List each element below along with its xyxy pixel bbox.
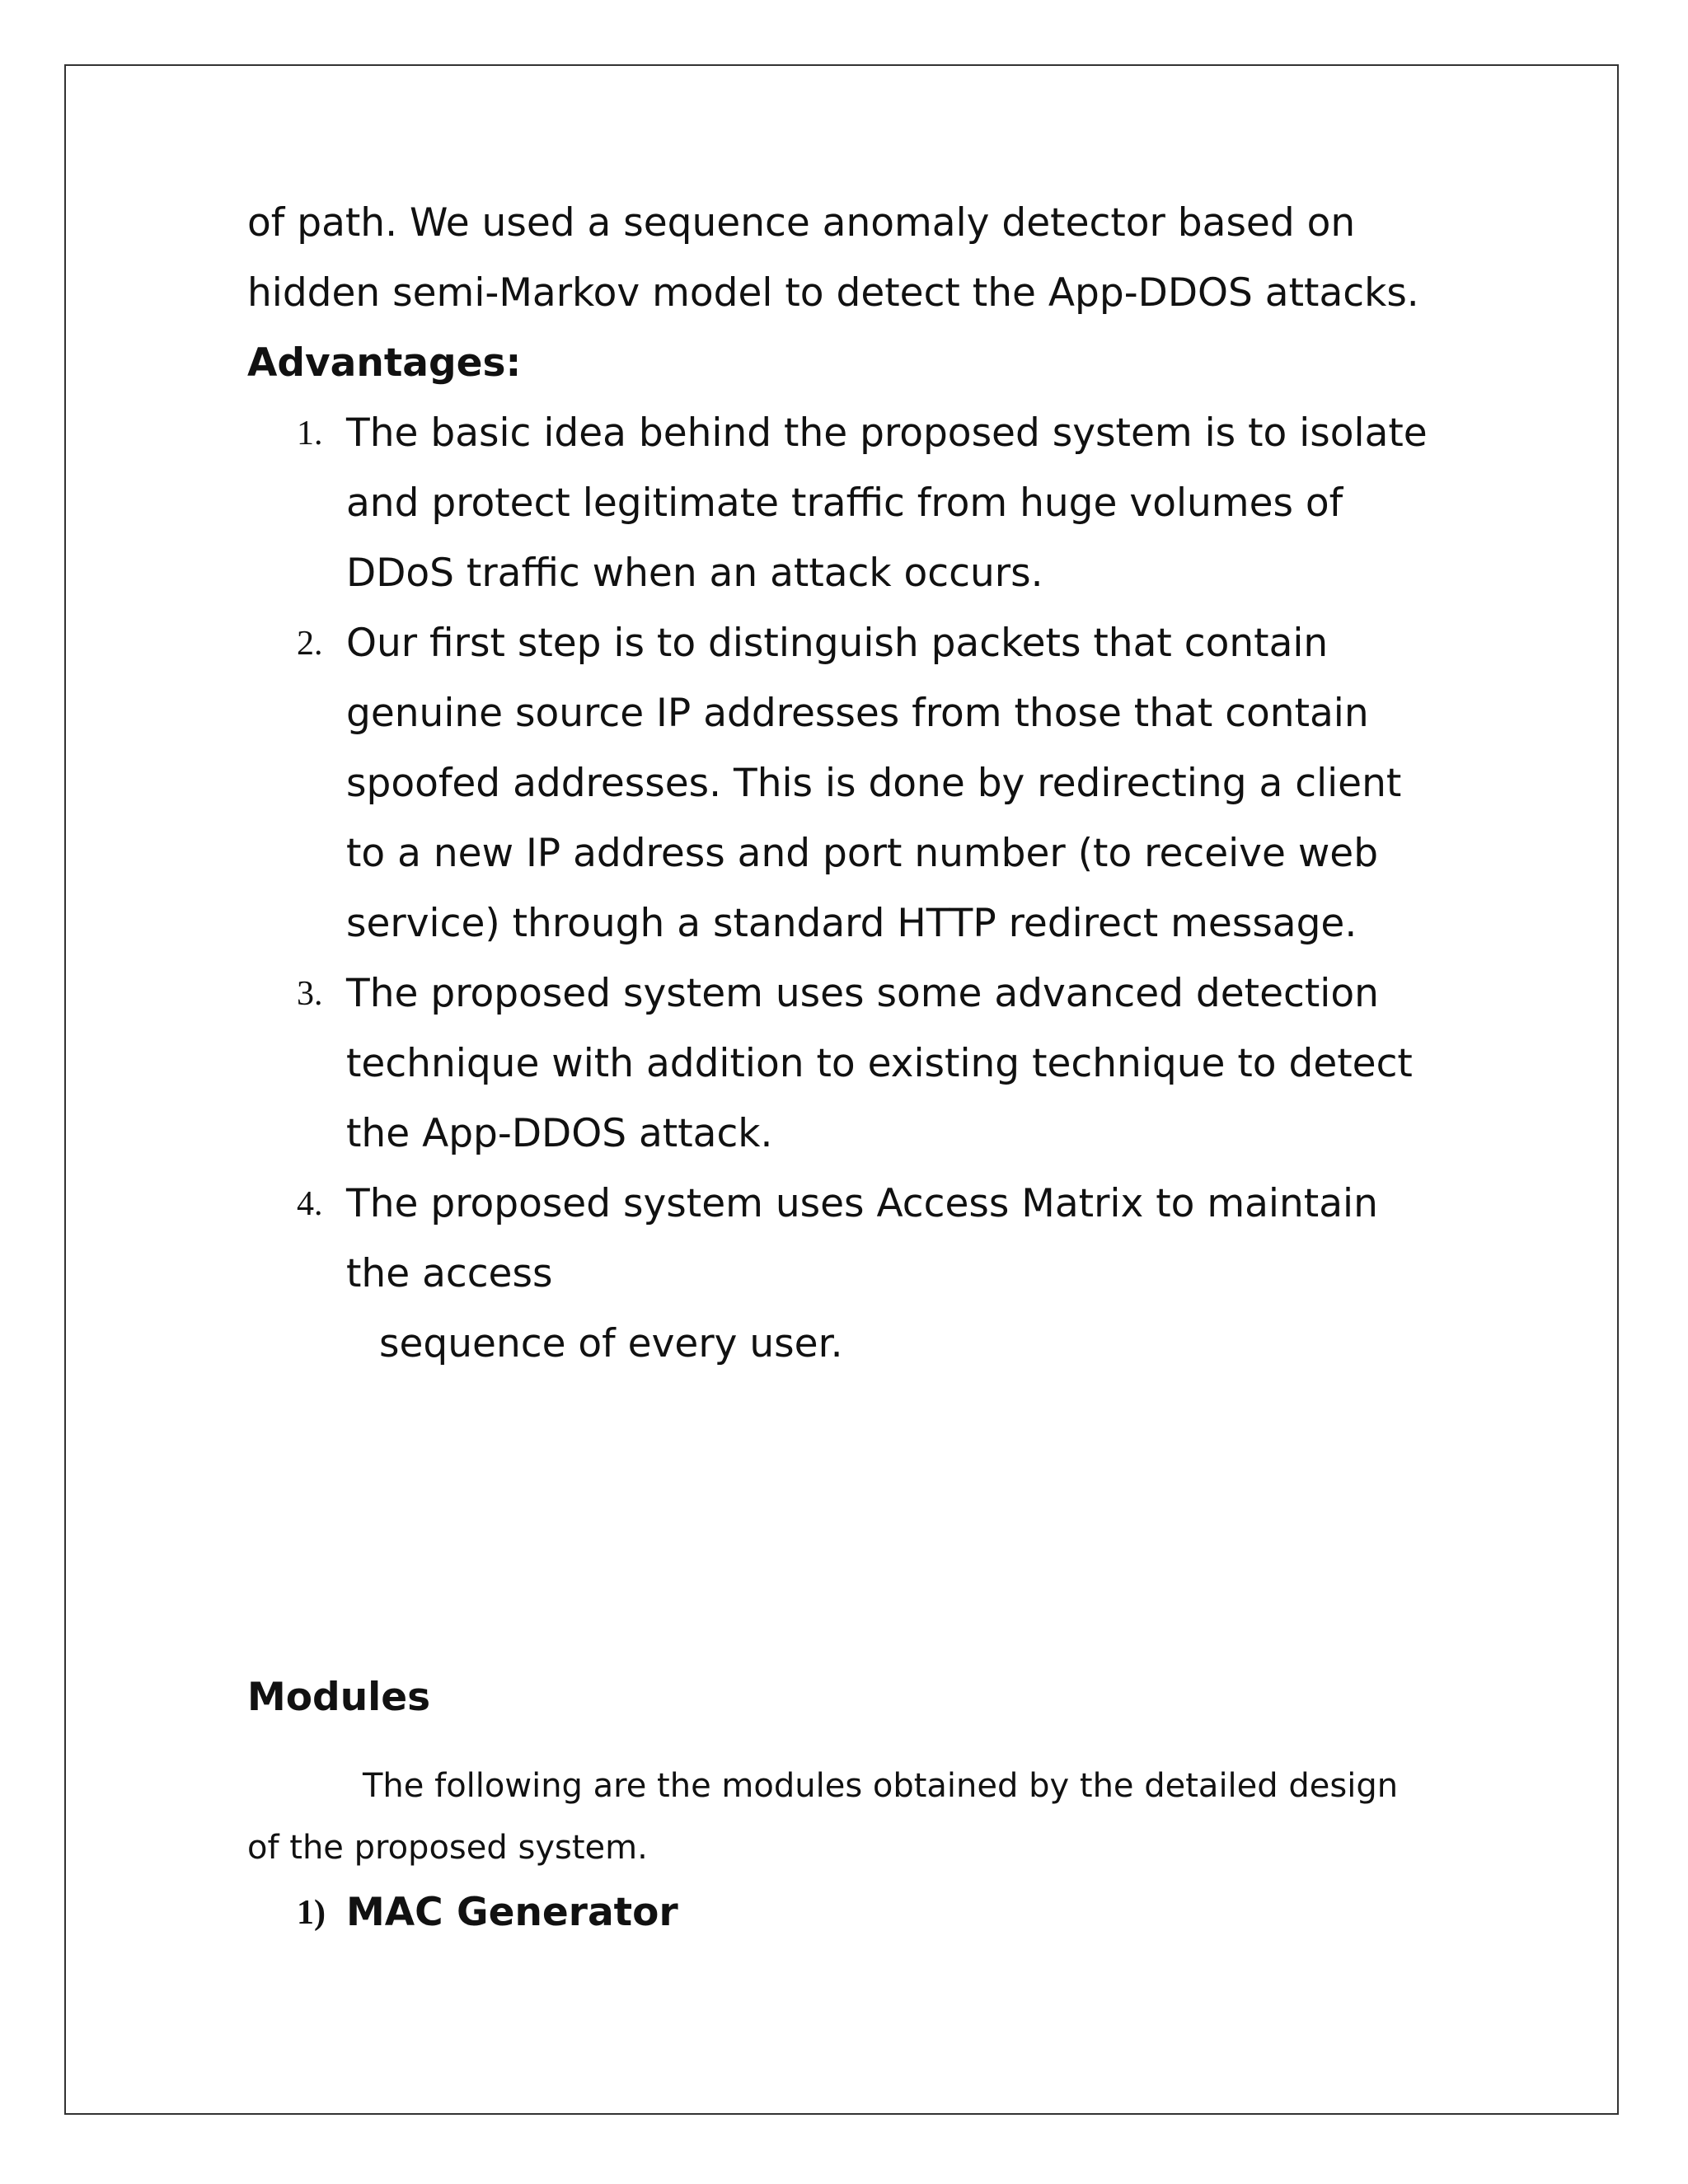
list-item-line: the App-DDOS attack. (346, 1111, 773, 1156)
list-item-line: genuine source IP addresses from those that contain (346, 691, 1369, 736)
list-item-line: sequence of every user. (379, 1321, 843, 1366)
list-item-line: DDoS traffic when an attack occurs. (346, 551, 1043, 596)
list-item-line: spoofed addresses. This is done by redirecting a client (346, 761, 1402, 806)
advantages-heading: Advantages: (247, 340, 522, 386)
modules-intro-line: of the proposed system. (247, 1829, 648, 1867)
list-item-line: the access (346, 1251, 553, 1296)
list-item-line: The basic idea behind the proposed system is to isolate (346, 410, 1428, 456)
list-item-line: to a new IP address and port number (to receive web (346, 831, 1379, 876)
module-label: MAC Generator (346, 1890, 678, 1935)
list-item-line: service) through a standard HTTP redirect message. (346, 901, 1357, 946)
list-number: 2. (297, 625, 323, 663)
list-item-line: The proposed system uses Access Matrix to maintain (346, 1181, 1378, 1226)
list-item-line: The proposed system uses some advanced detection (346, 971, 1379, 1016)
list-number: 4. (297, 1185, 323, 1223)
module-number: 1) (297, 1894, 326, 1932)
list-item-line: Our first step is to distinguish packets that contain (346, 621, 1329, 666)
modules-intro-line: The following are the modules obtained by the detailed design (363, 1767, 1399, 1805)
intro-line: of path. We used a sequence anomaly detector based on (247, 200, 1356, 246)
intro-line: hidden semi-Markov model to detect the App-DDOS attacks. (247, 270, 1419, 316)
list-number: 1. (297, 415, 323, 452)
list-item-line: and protect legitimate traffic from huge volumes of (346, 480, 1343, 526)
list-item-line: technique with addition to existing technique to detect (346, 1041, 1413, 1086)
modules-heading: Modules (247, 1675, 431, 1720)
list-number: 3. (297, 975, 323, 1013)
